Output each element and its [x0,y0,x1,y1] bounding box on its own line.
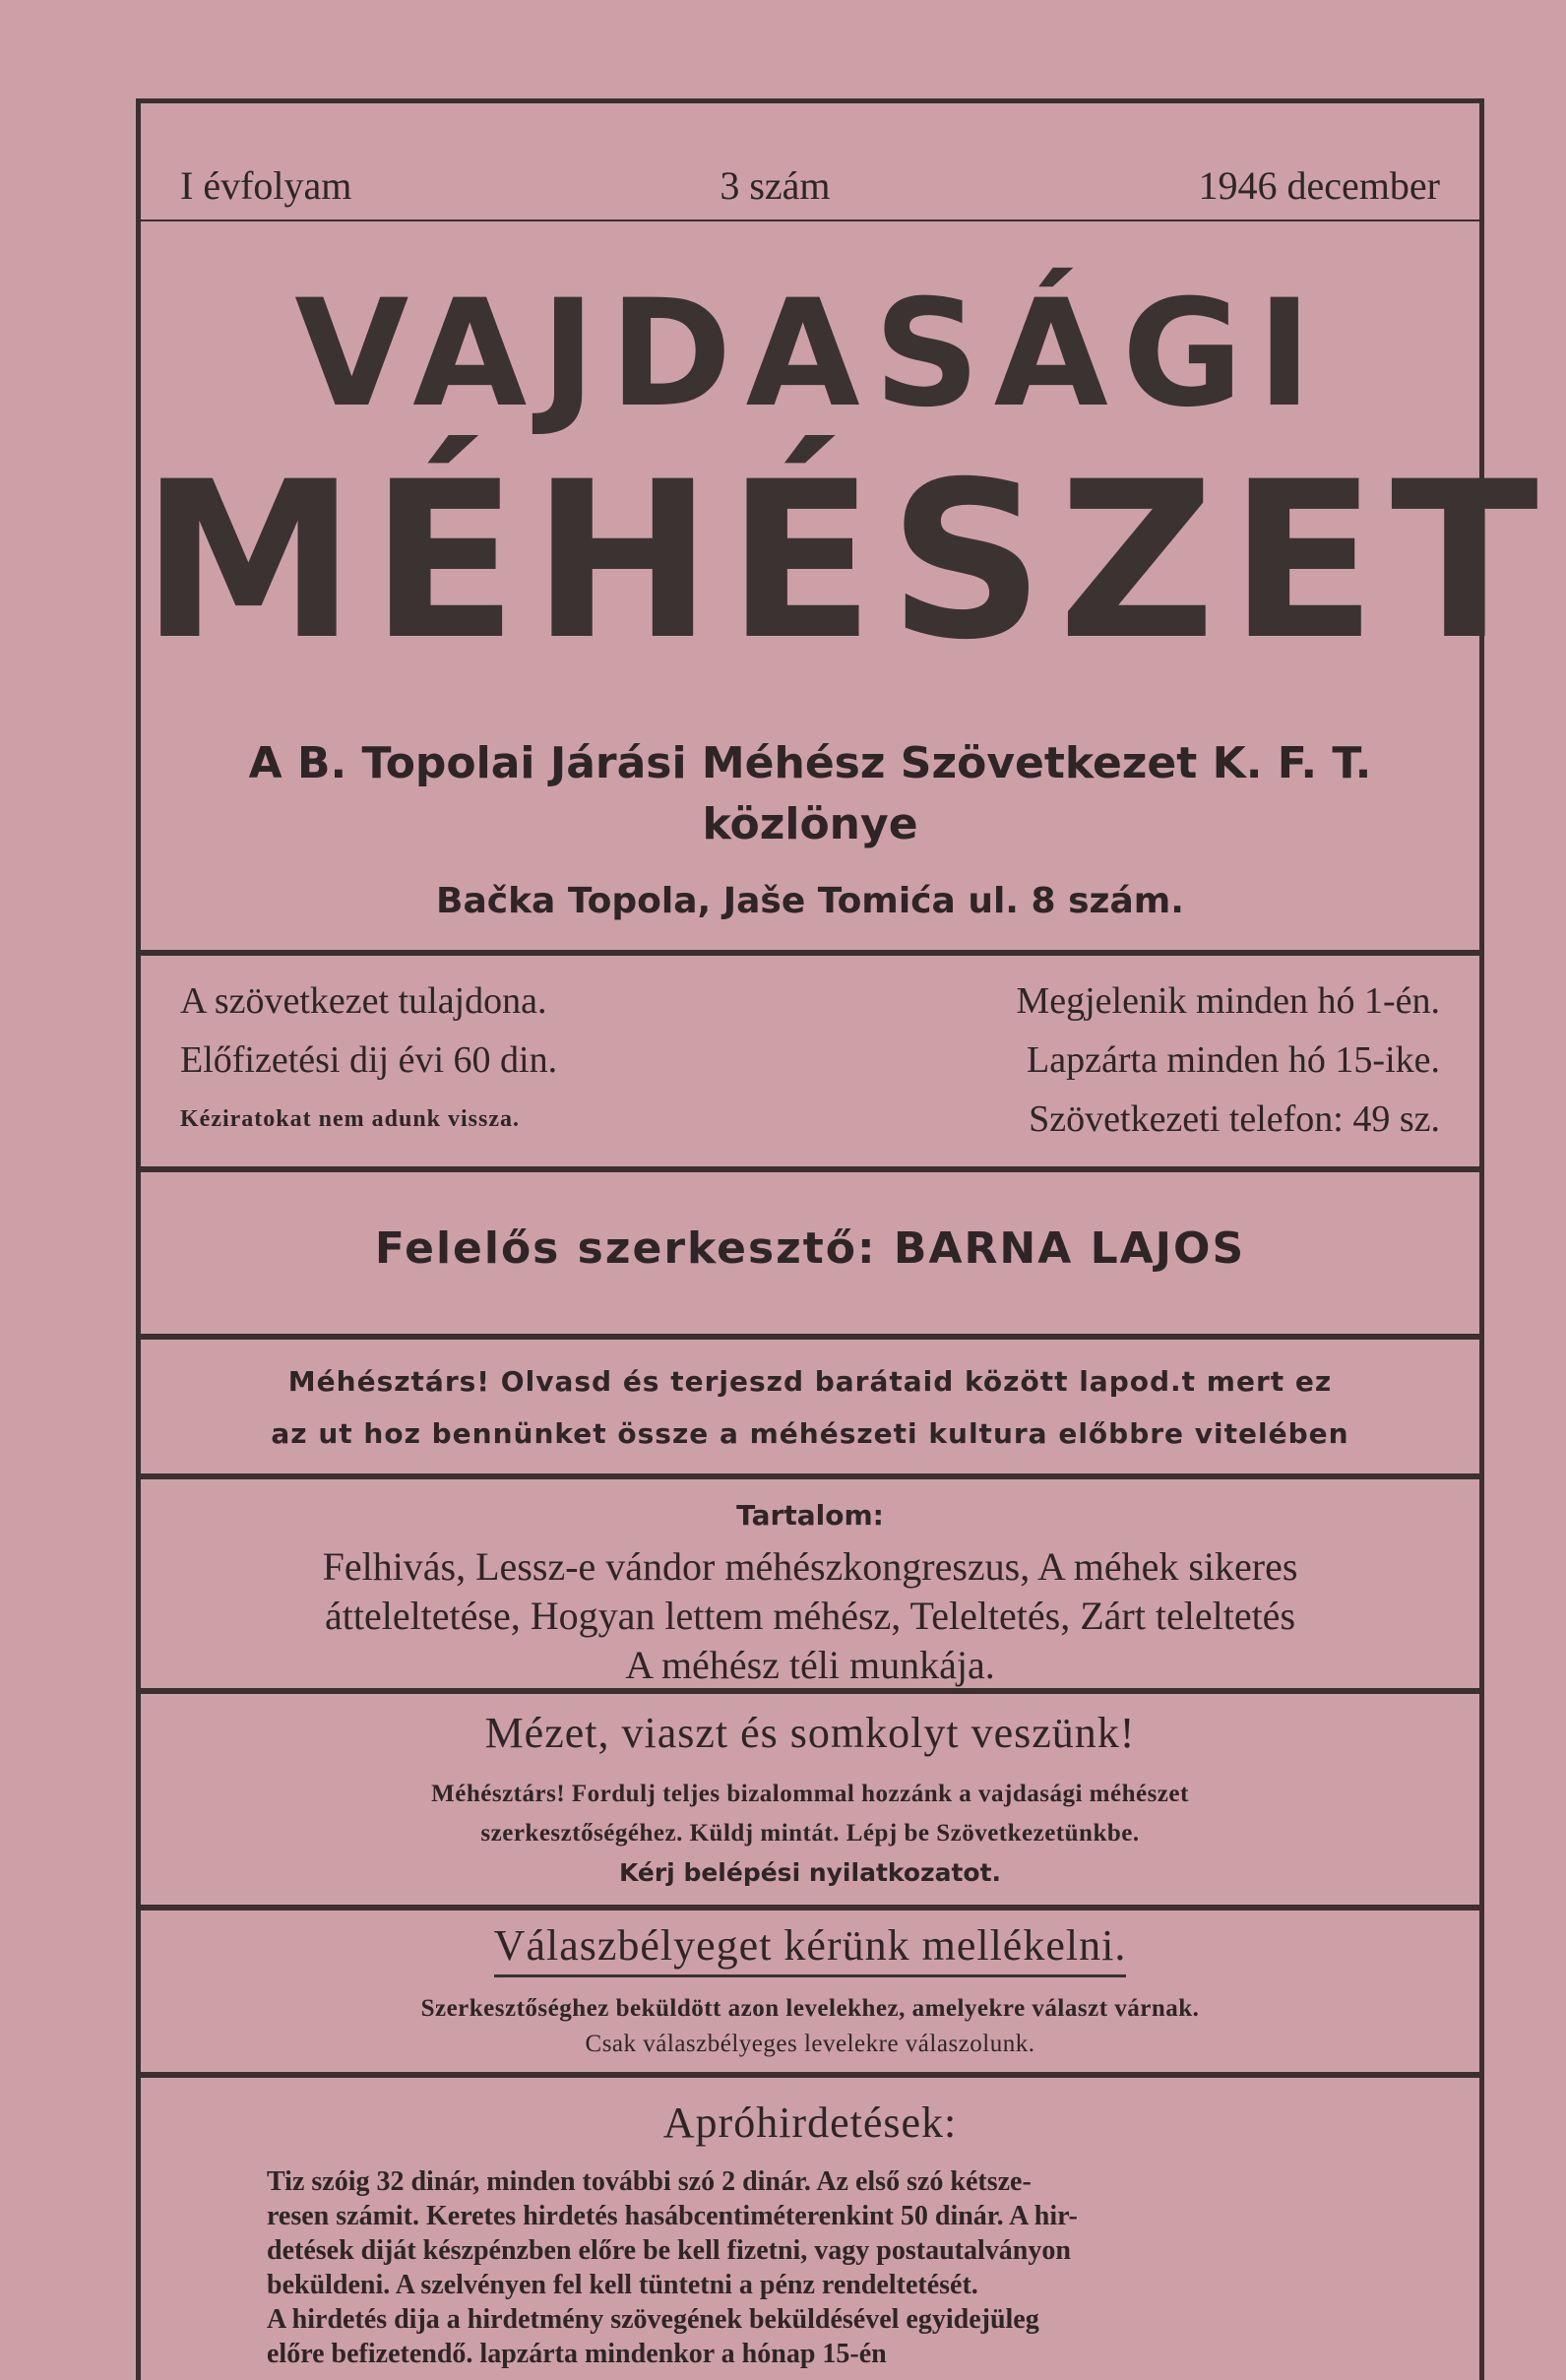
issue-header [180,162,1440,209]
ads-line2: resen számit. Keretes hirdetés hasábcentiméterenkint 50 dinár. A hir- [267,2201,1078,2231]
contents-text [200,1542,1420,1690]
volume-label: I évfolyam [180,163,352,208]
wax-line2: szerkesztőségéhez. Küldj mintát. Lépj be Szövetkezetünkbe. [480,1820,1140,1847]
editor-line: Felelős szerkesztő: BARNA LAJOS [374,1223,1246,1274]
publisher-address: Bačka Topola, Jaše Tomića ul. 8 szám. [436,881,1184,921]
ads-heading: Apróhirdetések: [662,2098,958,2147]
masthead-line2: MÉHÉSZET [141,435,1552,687]
divider [141,219,1479,221]
info-row-2 [180,1038,1440,1082]
divider [141,2072,1479,2078]
ads-line6: előre befizetendő. lapzárta mindenkor a hónap 15-én [267,2339,887,2369]
phone-text: Szövetkezeti telefon: 49 sz. [1029,1098,1440,1140]
contents-line3: A méhész téli munkája. [625,1643,995,1687]
ads-line5: A hirdetés dija a hirdetmény szövegének beküldésével egyidejüleg [267,2304,1039,2335]
magazine-cover [136,98,1552,2380]
masthead-line1: VAJDASÁGI [294,269,1326,440]
appears-text: Megjelenik minden hó 1-én. [1016,980,1440,1022]
publisher-line1: A B. Topolai Járási Méhész Szövetkezet K. F. T. [248,738,1372,788]
divider [141,1473,1479,1479]
divider [141,1905,1479,1910]
stamp-line2: Csak válaszbélyeges levelekre válaszolunk. [585,2031,1035,2057]
ads-text [267,2164,1361,2371]
wax-line1: Méhésztárs! Fordulj teljes bizalommal hozzánk a vajdasági méhészet [431,1781,1189,1807]
stamp-heading-wrap [141,1920,1479,1977]
divider [141,1688,1479,1694]
ads-line3: detések diját készpénzben előre be kell fizetni, vagy postautalványon [267,2235,1071,2266]
publisher-line2: közlönye [702,799,918,849]
divider [141,1334,1479,1340]
ads-line4: beküldeni. A szelvényen fel kell tüntetni a pénz rendeltetését. [267,2270,978,2300]
wax-heading: Mézet, viaszt és somkolyt veszünk! [484,1709,1136,1757]
ads-line1: Tiz szóig 32 dinár, minden további szó 2 dinár. Az első szó kétsze- [267,2166,1032,2197]
appeal-line2: az ut hoz bennünket össze a méhészeti kultura előbbre vitelében [271,1417,1349,1450]
stamp-heading: Válaszbélyeget kérünk mellékelni. [494,1920,1127,1977]
subscription-text: Előfizetési dij évi 60 din. [180,1039,558,1081]
info-row-1 [180,979,1440,1023]
divider [141,1166,1479,1172]
issue-date: 1946 december [1198,163,1440,208]
divider [141,950,1479,956]
owner-text: A szövetkezet tulajdona. [180,980,547,1022]
contents-line1: Felhivás, Lessz-e vándor méhészkongreszus, A méhek sikeres [322,1544,1298,1589]
manuscripts-text: Kéziratokat nem adunk vissza. [180,1105,521,1132]
contents-title: Tartalom: [736,1499,884,1532]
info-row-3 [180,1097,1440,1141]
appeal-line1: Méhésztárs! Olvasd és terjeszd barátaid között lapod.t mert ez [287,1365,1333,1398]
deadline-text: Lapzárta minden hó 15-ike. [1027,1039,1440,1081]
wax-line3: Kérj belépési nyilatkozatot. [618,1858,1002,1887]
issue-number: 3 szám [720,163,831,208]
stamp-line1: Szerkesztőséghez beküldött azon levelekhez, amelyekre választ várnak. [420,1995,1200,2022]
contents-line2: átteleltetése, Hogyan lettem méhész, Teleltetés, Zárt teleltetés [324,1594,1296,1638]
